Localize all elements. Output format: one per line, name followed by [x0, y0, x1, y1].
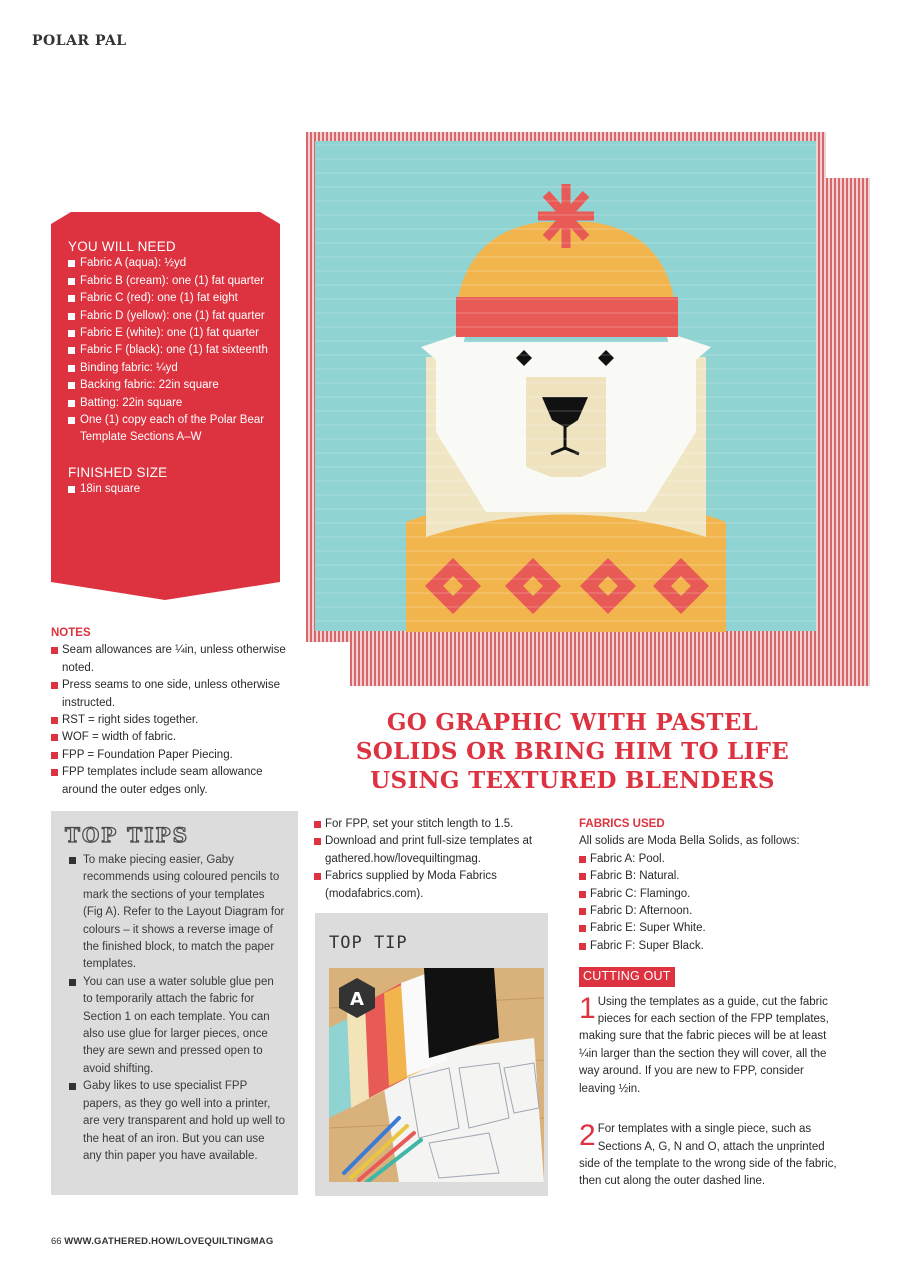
pull-quote-headline: [330, 708, 815, 795]
top-tip-title: TOP TIP: [329, 933, 408, 953]
headline-line: USING TEXTURED BLENDERS: [370, 767, 775, 794]
need-item: Fabric B (cream): one (1) fat quarter: [68, 273, 276, 290]
note-item: FPP templates include seam allowance around the outer edges only.: [51, 764, 296, 799]
note-item: Seam allowances are ¼in, unless otherwise noted.: [51, 642, 296, 677]
mid-item: For FPP, set your stitch length to 1.5.: [314, 816, 554, 833]
fabric-item: Fabric C: Flamingo.: [579, 886, 839, 903]
fabric-item: Fabric B: Natural.: [579, 868, 839, 885]
page-footer: [51, 1236, 273, 1247]
cutting-step: [579, 991, 839, 1098]
fabric-item: Fabric D: Afternoon.: [579, 903, 839, 920]
need-item: Fabric C (red): one (1) fat eight: [68, 290, 276, 307]
step-number: 2: [579, 1119, 596, 1153]
tip-item: Gaby likes to use specialist FPP papers, as they go well into a printer, are very transparent and hold up well to the heat of an iron. But you can use any thin paper you have available.: [69, 1078, 286, 1165]
fabric-item: Fabric E: Super White.: [579, 920, 839, 937]
need-item: Batting: 22in square: [68, 395, 276, 412]
note-item: Press seams to one side, unless otherwise instructed.: [51, 677, 296, 712]
need-item: Backing fabric: 22in square: [68, 377, 276, 394]
fabric-item: Fabric A: Pool.: [579, 851, 839, 868]
need-item: Fabric D (yellow): one (1) fat quarter: [68, 308, 276, 325]
tip-item: You can use a water soluble glue pen to temporarily attach the fabric for Section 1 on each template. You can also use glue for larger pieces, once they are sewn and pressed open to avoid shifting.: [69, 974, 286, 1078]
headline-line: GO GRAPHIC WITH PASTEL: [386, 709, 759, 736]
need-item: One (1) copy each of the Polar Bear Template Sections A–W: [68, 412, 276, 447]
tip-item: To make piecing easier, Gaby recommends using coloured pencils to mark the sections of your templates (Fig A). Refer to the Layout Diagram for colours – it shows a reverse image of the finished block, to match the paper templates.: [69, 852, 286, 974]
note-item: FPP = Foundation Paper Piecing.: [51, 747, 296, 764]
notes-section: [51, 625, 296, 799]
you-will-need-panel: [51, 212, 280, 600]
need-item: Binding fabric: ¼yd: [68, 360, 276, 377]
fig-a-photo: [329, 968, 544, 1182]
mid-item: Fabrics supplied by Moda Fabrics (modafabrics.com).: [314, 868, 554, 903]
top-tips-box: [51, 811, 298, 1195]
finished-size-title: FINISHED SIZE: [68, 464, 168, 480]
notes-title: NOTES: [51, 627, 91, 639]
top-tip-figure-box: [315, 913, 548, 1196]
fig-a-label: A: [350, 989, 364, 1010]
cutting-step: [579, 1121, 839, 1191]
you-will-need-title: YOU WILL NEED: [68, 239, 176, 254]
fabrics-intro: All solids are Moda Bella Solids, as follows:: [579, 835, 800, 848]
cutting-out-title: CUTTING OUT: [579, 967, 675, 986]
step-text: Using the templates as a guide, cut the fabric pieces for each section of the FPP templates, making sure that the fabric pieces will be at least ¼in larger than the section they will cover, all the way around. If you are new to FPP, consider leaving ½in.: [579, 995, 829, 1095]
top-tips-title: TOP TIPS: [65, 823, 190, 847]
footer-url: WWW.GATHERED.HOW/LOVEQUILTINGMAG: [64, 1236, 274, 1247]
note-item: RST = right sides together.: [51, 712, 296, 729]
note-item: WOF = width of fabric.: [51, 729, 296, 746]
running-header: POLAR PAL: [32, 33, 127, 49]
mid-item: Download and print full-size templates at gathered.how/lovequiltingmag.: [314, 833, 554, 868]
page-number: 66: [51, 1236, 62, 1247]
step-number: 1: [579, 991, 596, 1025]
headline-line: SOLIDS OR BRING HIM TO LIFE: [355, 738, 790, 765]
fabrics-used-title: FABRICS USED: [579, 818, 665, 830]
finished-size-item: 18in square: [68, 481, 276, 498]
polar-bear-quilt-photo: [306, 132, 871, 688]
step-text: For templates with a single piece, such as Sections A, G, N and O, attach the unprinted side of the template to the wrong side of the fabric, then cut along the outer dashed line.: [579, 1123, 837, 1188]
middle-column: [314, 816, 554, 903]
right-column: [579, 816, 839, 1191]
need-item: Fabric A (aqua): ½yd: [68, 255, 276, 272]
fabric-item: Fabric F: Super Black.: [579, 938, 839, 955]
need-item: Fabric F (black): one (1) fat sixteenth: [68, 342, 276, 359]
need-item: Fabric E (white): one (1) fat quarter: [68, 325, 276, 342]
